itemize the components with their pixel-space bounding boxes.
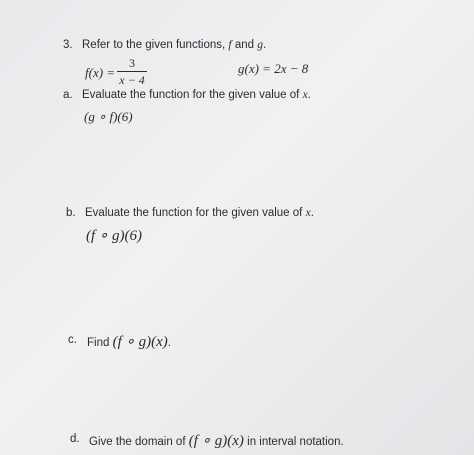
part-d-prompt	[89, 434, 344, 449]
part-b-label: b.	[66, 207, 76, 219]
part-a-label: a.	[63, 89, 73, 101]
part-a-prompt	[82, 90, 311, 102]
part-b-expression: (f ∘ g)(6)	[86, 228, 143, 244]
part-d-expression: (f ∘ g)(x)	[188, 433, 244, 449]
intro-and: and	[234, 39, 254, 51]
part-d-text-before: Give the domain of	[89, 436, 186, 448]
f-definition-lhs: f(x) =	[85, 65, 116, 80]
fraction-numerator: 3	[129, 56, 135, 70]
part-d-label: d.	[70, 433, 80, 445]
fraction-denominator: x − 4	[119, 73, 145, 87]
part-a-text: Evaluate the function for the given value of	[82, 89, 300, 101]
part-a-expression: (g ∘ f)(6)	[84, 109, 133, 124]
part-b-var: x	[305, 207, 311, 219]
intro-g: g	[257, 39, 263, 51]
part-c-prompt	[87, 335, 171, 350]
g-definition: g(x) = 2x − 8	[238, 61, 309, 76]
part-b-prompt	[85, 208, 314, 220]
f-definition-fraction	[117, 57, 147, 86]
part-c-expression: (f ∘ g)(x)	[112, 334, 168, 350]
part-a-end: .	[307, 89, 311, 101]
part-a-var: x	[302, 89, 308, 101]
intro-end: .	[262, 39, 267, 51]
intro-f: f	[228, 39, 232, 51]
part-c-label: c.	[68, 334, 77, 346]
part-c-text: Find	[87, 337, 110, 349]
part-c-end: .	[167, 337, 171, 349]
intro-text: Refer to the given functions,	[82, 39, 226, 51]
question-number: 3.	[63, 39, 73, 51]
part-b-text: Evaluate the function for the given value of	[85, 207, 303, 219]
question-intro	[82, 40, 266, 52]
part-b-end: .	[310, 207, 314, 219]
part-d-text-after: in interval notation.	[247, 436, 344, 448]
